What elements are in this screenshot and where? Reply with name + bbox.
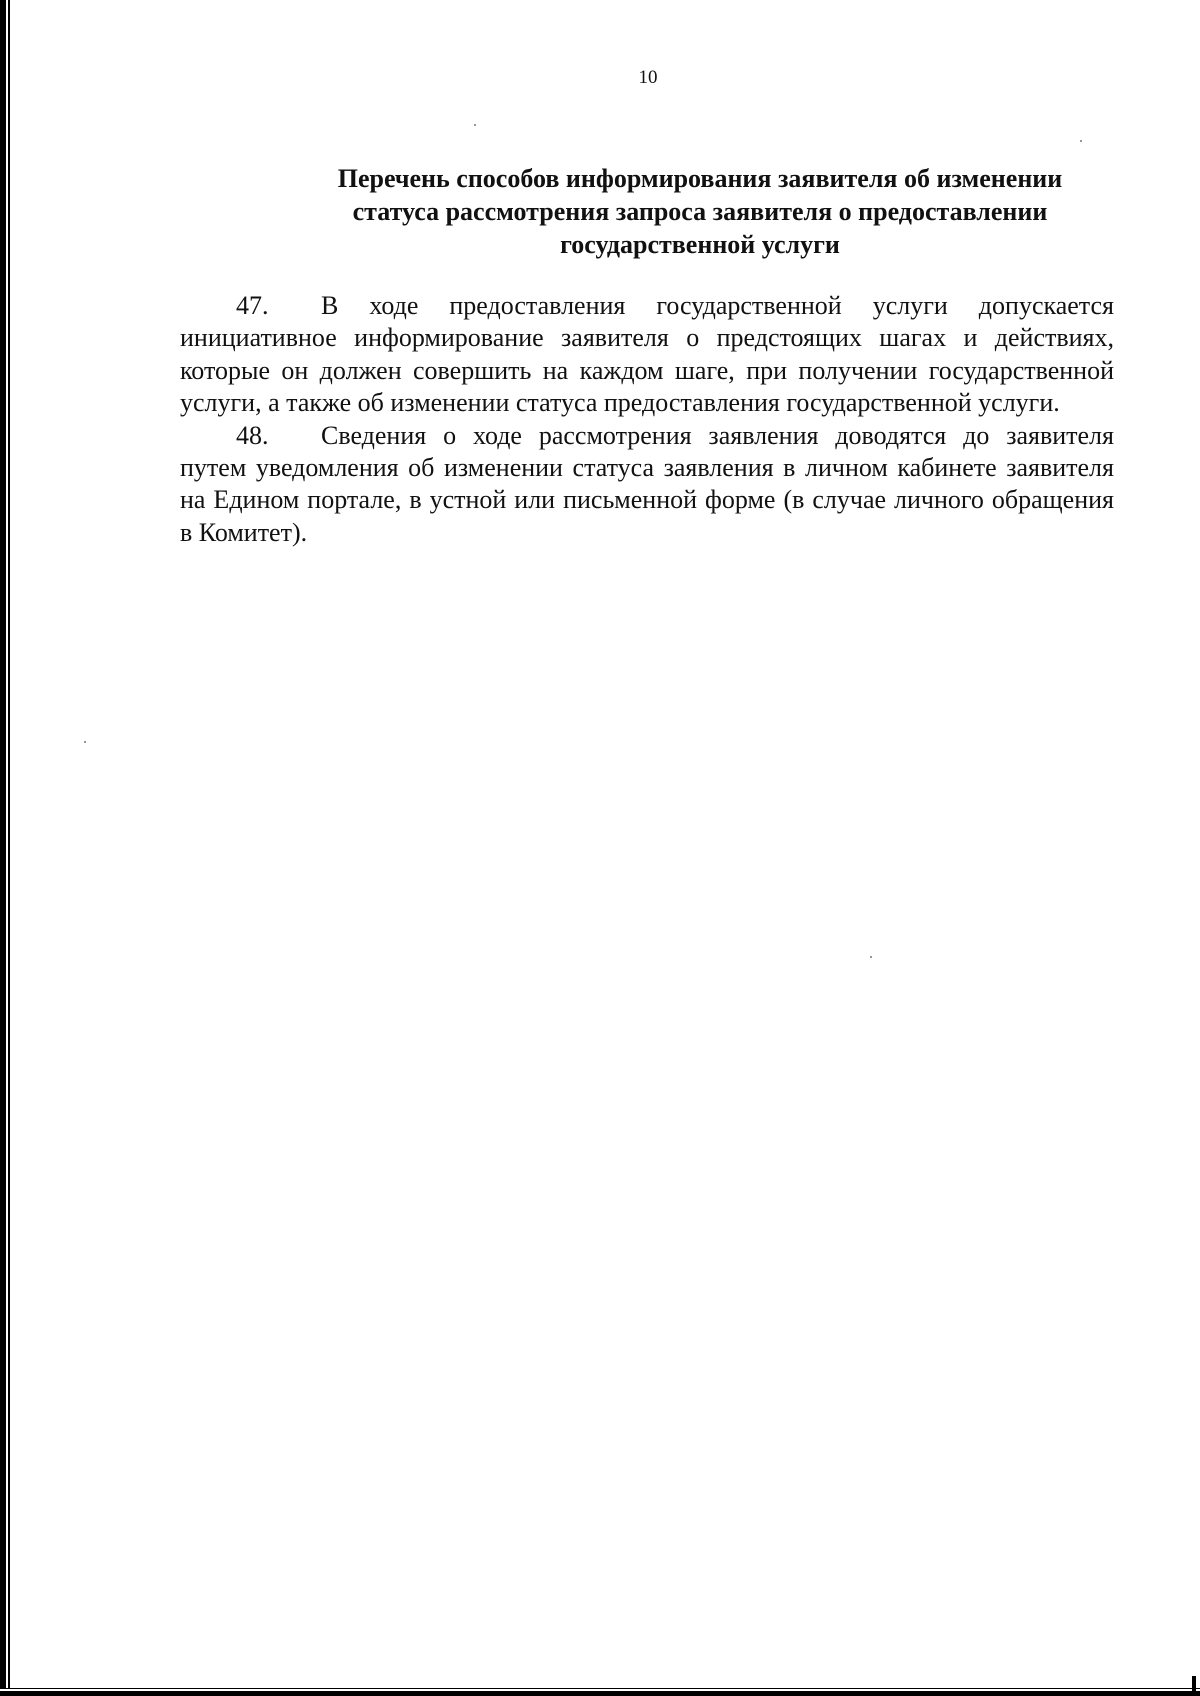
page-number: 10 <box>638 67 658 88</box>
paragraph-48 <box>180 420 1114 550</box>
scan-speck <box>870 956 872 958</box>
section-heading <box>270 162 1130 261</box>
paragraph-number: 47. <box>236 291 269 320</box>
scan-speck <box>84 741 86 743</box>
paragraph-47 <box>180 290 1114 420</box>
paragraph-number: 48. <box>236 420 269 450</box>
scan-speck <box>1080 140 1082 142</box>
scan-speck <box>474 124 476 126</box>
section-heading-line: статуса рассмотрения запроса заявителя о предоставлении <box>352 197 1048 226</box>
scan-border-right-tick <box>1192 1676 1196 1696</box>
section-heading-line: государственной услуги <box>560 230 840 259</box>
paragraph-text: В ходе предоставления государственной услуги допускается инициативное информирование заявителя о предстоящих шагах и действиях, которые он должен совершить на каждом шаге, при получении государственной услуги, а также об изменении статуса предоставления государственной услуги. <box>180 291 1114 418</box>
scan-border-left-inner <box>8 0 10 1696</box>
scan-border-bottom-gap <box>0 1689 1200 1691</box>
paragraph-text: Сведения о ходе рассмотрения заявления доводятся до заявителя путем уведомления об изменении статуса заявления в личном кабинете заявителя на Едином портале, в устной или письменной форме (в случае личного обращения в Комитет). <box>180 420 1114 547</box>
section-heading-line: Перечень способов информирования заявителя об изменении <box>337 164 1063 193</box>
scan-border-left <box>0 0 6 1696</box>
document-body <box>180 290 1114 549</box>
